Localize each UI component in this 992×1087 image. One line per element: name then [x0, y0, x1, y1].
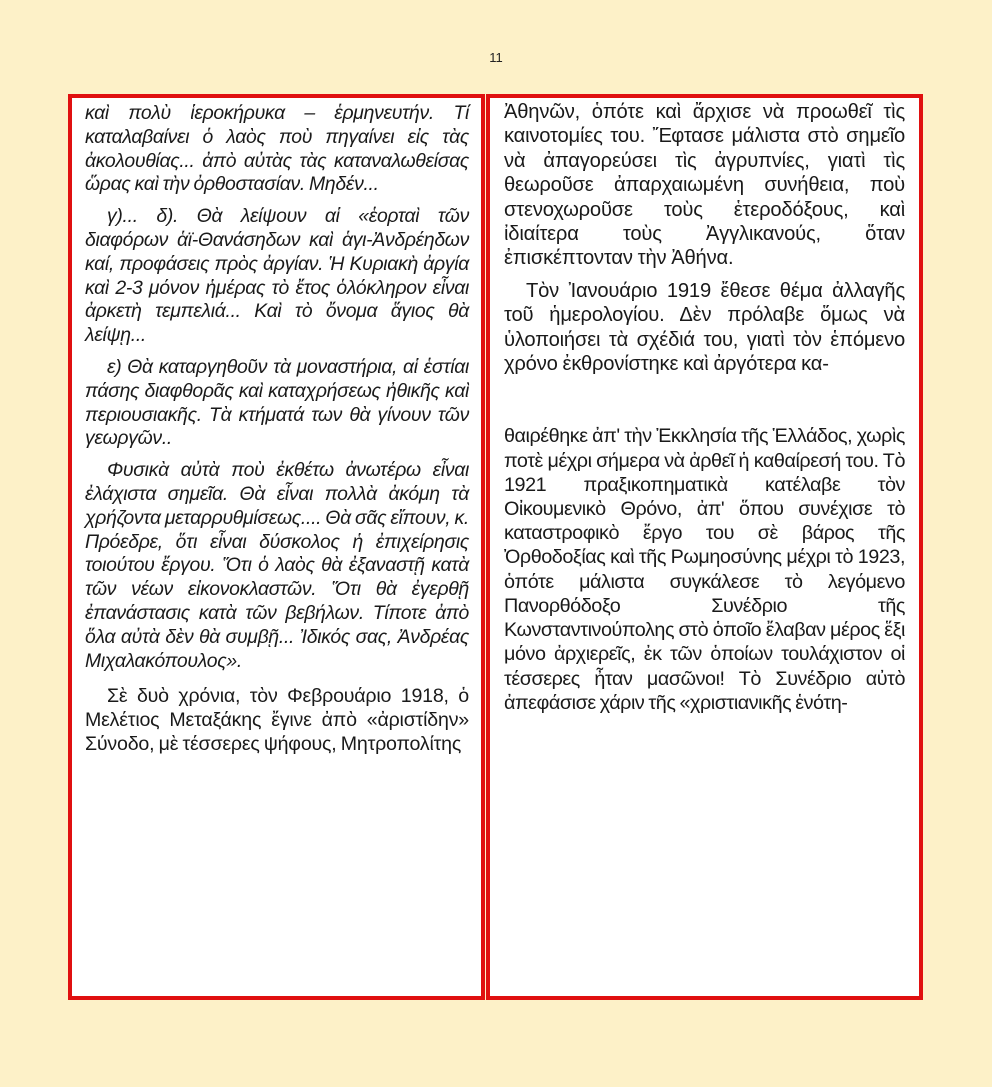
left-paragraph-2: γ)... δ). Θὰ λείψουν αἱ «ἑορταὶ τῶν διαφόρων ἁϊ-Θανάσηδων καὶ ἁγι-Ἀνδρέηδων καί, προφάσεις πρὸς ἀργίαν. Ἡ Κυριακὴ ἀργία καὶ 2-3 μόνον ἡμέρας τὸ ἔτος ὁλόκληρον εἶναι ἀρκετὴ τεμπελιά... Καὶ τὸ ὄνομα ἅγιος θὰ λείψῃ...	[85, 205, 469, 347]
left-paragraph-4: Φυσικὰ αὐτὰ ποὺ ἐκθέτω ἀνωτέρω εἶναι ἐλάχιστα σημεῖα. Θὰ εἶναι πολλὰ ἀκόμη τὰ χρήζοντα μεταρρυθμίσεως.... Θὰ σᾶς εἴπουν, κ. Πρόεδρε, ὅτι εἶναι δύσκολος ἡ ἐπιχείρησις τοιούτου ἔργου. Ὅτι ὁ λαὸς θὰ ἐξαναστῇ κατὰ τῶν νέων εἰκονοκλαστῶν. Ὅτι θὰ ἐγερθῇ ἐπανάστασις κατὰ τῶν βεβήλων. Τίποτε ἀπὸ ὅλα αὐτὰ δὲν θὰ συμβῇ... Ἰδικός σας, Ἀνδρέας Μιχαλακόπουλος».	[85, 459, 469, 672]
left-column	[68, 94, 485, 1000]
right-paragraph-2: Τὸν Ἰανουάριο 1919 ἔθεσε θέμα ἀλλαγῆς τοῦ ἡμερολογίου. Δὲν πρόλαβε ὅμως νὰ ὑλοποιήσει τὰ σχέδιά του, γιατὶ τὸν ἑπόμενο χρόνο ἐκθρονίστηκε καὶ ἀργότερα κα-	[504, 279, 905, 376]
page-number: 11	[489, 50, 503, 65]
left-paragraph-3: ε) Θὰ καταργηθοῦν τὰ μοναστήρια, αἱ ἑστίαι πάσης διαφθορᾶς καὶ καταχρήσεως ἠθικῆς καὶ περιουσιακῆς. Τὰ κτήματά των θὰ γίνουν τῶν γεωργῶν..	[85, 355, 469, 450]
right-column	[486, 94, 923, 1000]
right-paragraph-3: θαιρέθηκε ἀπ' τὴν Ἐκκλησία τῆς Ἑλλάδος, χωρὶς ποτὲ μέχρι σήμερα νὰ ἀρθεῖ ἡ καθαίρεσή του. Τὸ 1921 πραξικοπηματικὰ κατέλαβε τὸν Οἰκουμενικὸ Θρόνο, ἀπ' ὅπου συνέχισε τὸ καταστροφικὸ ἔργο του σὲ βάρος τῆς Ὀρθοδοξίας καὶ τῆς Ρωμηοσύνης μέχρι τὸ 1923, ὁπότε μάλιστα συγκάλεσε τὸ λεγόμενο Πανορθόδοξο Συνέδριο τῆς Κωνσταντινούπολης στὸ ὁποῖο ἔλαβαν μέρος ἕξι μόνο ἀρχιερεῖς, ἐκ τῶν ὁποίων τουλάχιστον οἱ τέσσερες ἦταν μασῶνοι! Τὸ Συνέδριο αὐτὸ ἀπεφάσισε χάριν τῆς «χριστιανικῆς ἑνότη-	[504, 425, 905, 714]
left-paragraph-5: Σὲ δυὸ χρόνια, τὸν Φεβρουάριο 1918, ὁ Μελέτιος Μεταξάκης ἔγινε ἀπὸ «ἀριστίδην» Σύνοδο, μὲ τέσσερες ψήφους, Μητροπολίτης	[85, 685, 469, 756]
left-paragraph-1: καὶ πολὺ ἱεροκήρυκα – ἑρμηνευτήν. Τί καταλαβαίνει ὁ λαὸς ποὺ πηγαίνει εἰς τὰς ἀκολουθίας... ἀπὸ αὐτὰς τὰς καταναλωθείσας ὥρας καὶ τὴν ὀρθοστασίαν. Μηδέν...	[85, 102, 469, 196]
right-paragraph-1: Ἀθηνῶν, ὁπότε καὶ ἄρχισε νὰ προωθεῖ τὶς καινοτομίες του. Ἔφτασε μάλιστα στὸ σημεῖο νὰ ἀπαγορεύσει τὶς ἀγρυπνίες, γιατὶ τὶς θεωροῦσε ἀπαρχαιωμένη συνήθεια, ποὺ στενοχωροῦσε τοὺς ἑτεροδόξους, καὶ ἰδιαίτερα τοὺς Ἀγγλικανούς, ὅταν ἐπισκέπτονταν τὴν Ἀθήνα.	[504, 101, 905, 270]
